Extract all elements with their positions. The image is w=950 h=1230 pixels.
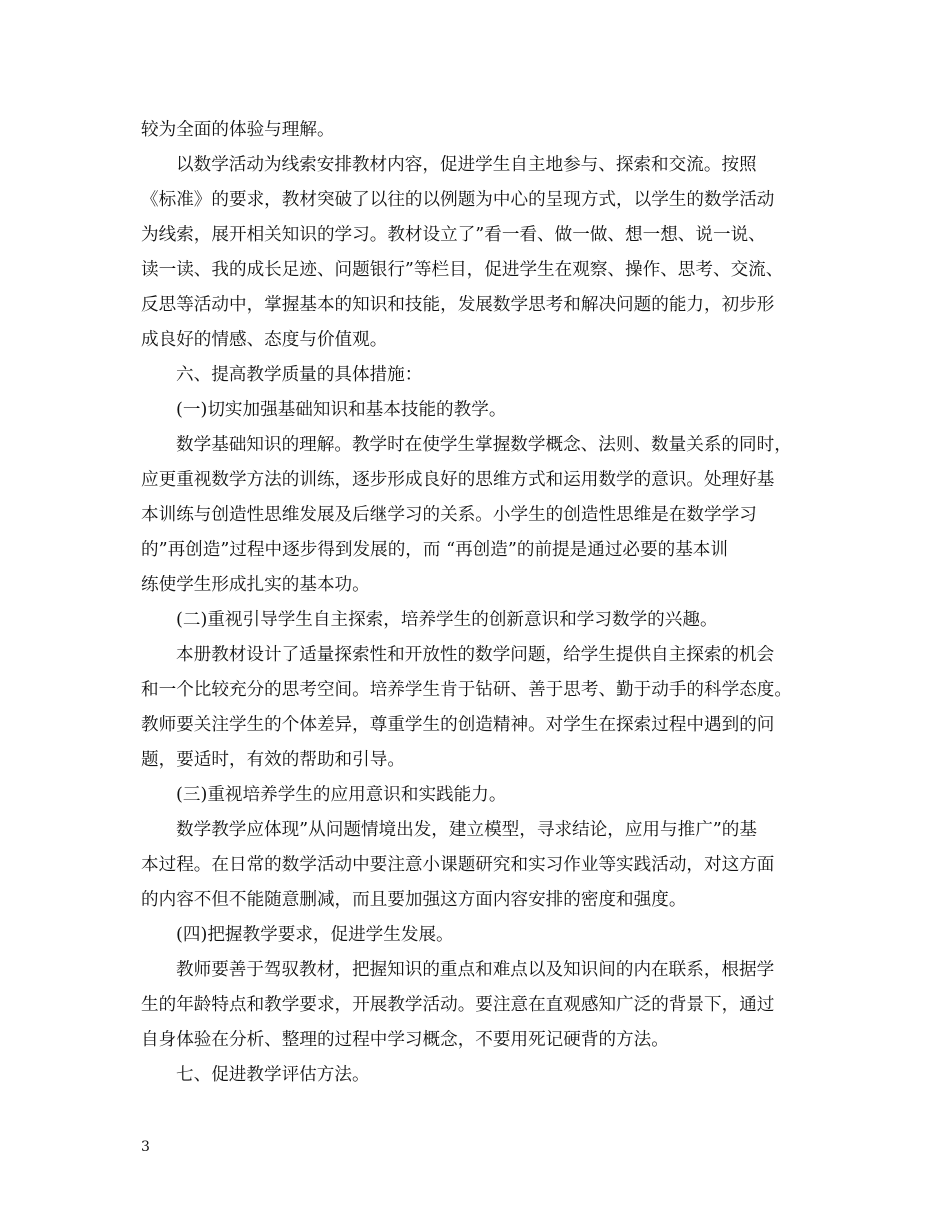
text-line: (三)重视培养学生的应用意识和实践能力。 — [176, 785, 507, 805]
text-line: (四)把握教学要求，促进学生发展。 — [176, 925, 454, 945]
text-line: 教师要善于驾驭教材，把握知识的重点和难点以及知识间的内在联系，根据学 — [176, 960, 775, 980]
text-line: 的内容不但不能随意删减，而且要加强这方面内容安排的密度和强度。 — [141, 890, 687, 910]
text-line: 六、提高教学质量的具体措施： — [176, 365, 423, 385]
text-line: 应更重视数学方法的训练，逐步形成良好的思维方式和运用数学的意识。处理好基 — [141, 470, 775, 490]
text-line: 自身体验在分析、整理的过程中学习概念，不要用死记硬背的方法。 — [141, 1030, 669, 1050]
text-line: 数学教学应体现”从问题情境出发，建立模型，寻求结论，应用与推广”的基 — [176, 820, 757, 840]
text-line: (二)重视引导学生自主探索，培养学生的创新意识和学习数学的兴趣。 — [176, 610, 718, 630]
text-line: 七、促进教学评估方法。 — [176, 1065, 370, 1085]
text-line: (一)切实加强基础知识和基本技能的教学。 — [176, 400, 507, 420]
text-line: 题，要适时，有效的帮助和引导。 — [141, 750, 405, 770]
text-line: 本册教材设计了适量探索性和开放性的数学问题，给学生提供自主探索的机会 — [176, 645, 775, 665]
text-line: 练使学生形成扎实的基本功。 — [141, 575, 370, 595]
text-line: 生的年龄特点和教学要求，开展教学活动。要注意在直观感知广泛的背景下，通过 — [141, 995, 775, 1015]
text-line: 较为全面的体验与理解。 — [141, 120, 335, 140]
text-line: 为线索，展开相关知识的学习。教材设立了”看一看、做一做、想一想、说一说、 — [141, 225, 766, 245]
text-line: 数学基础知识的理解。教学时在使学生掌握数学概念、法则、数量关系的同时， — [176, 435, 792, 455]
document-body — [141, 113, 831, 1093]
page-number: 3 — [141, 1139, 150, 1155]
text-line: 本训练与创造性思维发展及后继学习的关系。小学生的创造性思维是在数学学习 — [141, 505, 757, 525]
text-line: 教师要关注学生的个体差异，尊重学生的创造精神。对学生在探索过程中遇到的问 — [141, 715, 775, 735]
text-line: 以数学活动为线索安排教材内容，促进学生自主地参与、探索和交流。按照 — [176, 155, 757, 175]
text-line: 和一个比较充分的思考空间。培养学生肯于钻研、善于思考、勤于动手的科学态度。 — [141, 680, 792, 700]
text-line: 《标准》的要求，教材突破了以往的以例题为中心的呈现方式，以学生的数学活动 — [141, 190, 775, 210]
text-line: 的”再创造”过程中逐步得到发展的，而 “再创造”的前提是通过必要的基本训 — [141, 540, 728, 560]
text-line: 反思等活动中，掌握基本的知识和技能，发展数学思考和解决问题的能力，初步形 — [141, 295, 775, 315]
text-line: 本过程。在日常的数学活动中要注意小课题研究和实习作业等实践活动，对这方面 — [141, 855, 775, 875]
text-line: 成良好的情感、态度与价值观。 — [141, 330, 388, 350]
text-line: 读一读、我的成长足迹、问题银行”等栏目，促进学生在观察、操作、思考、交流、 — [141, 260, 784, 280]
